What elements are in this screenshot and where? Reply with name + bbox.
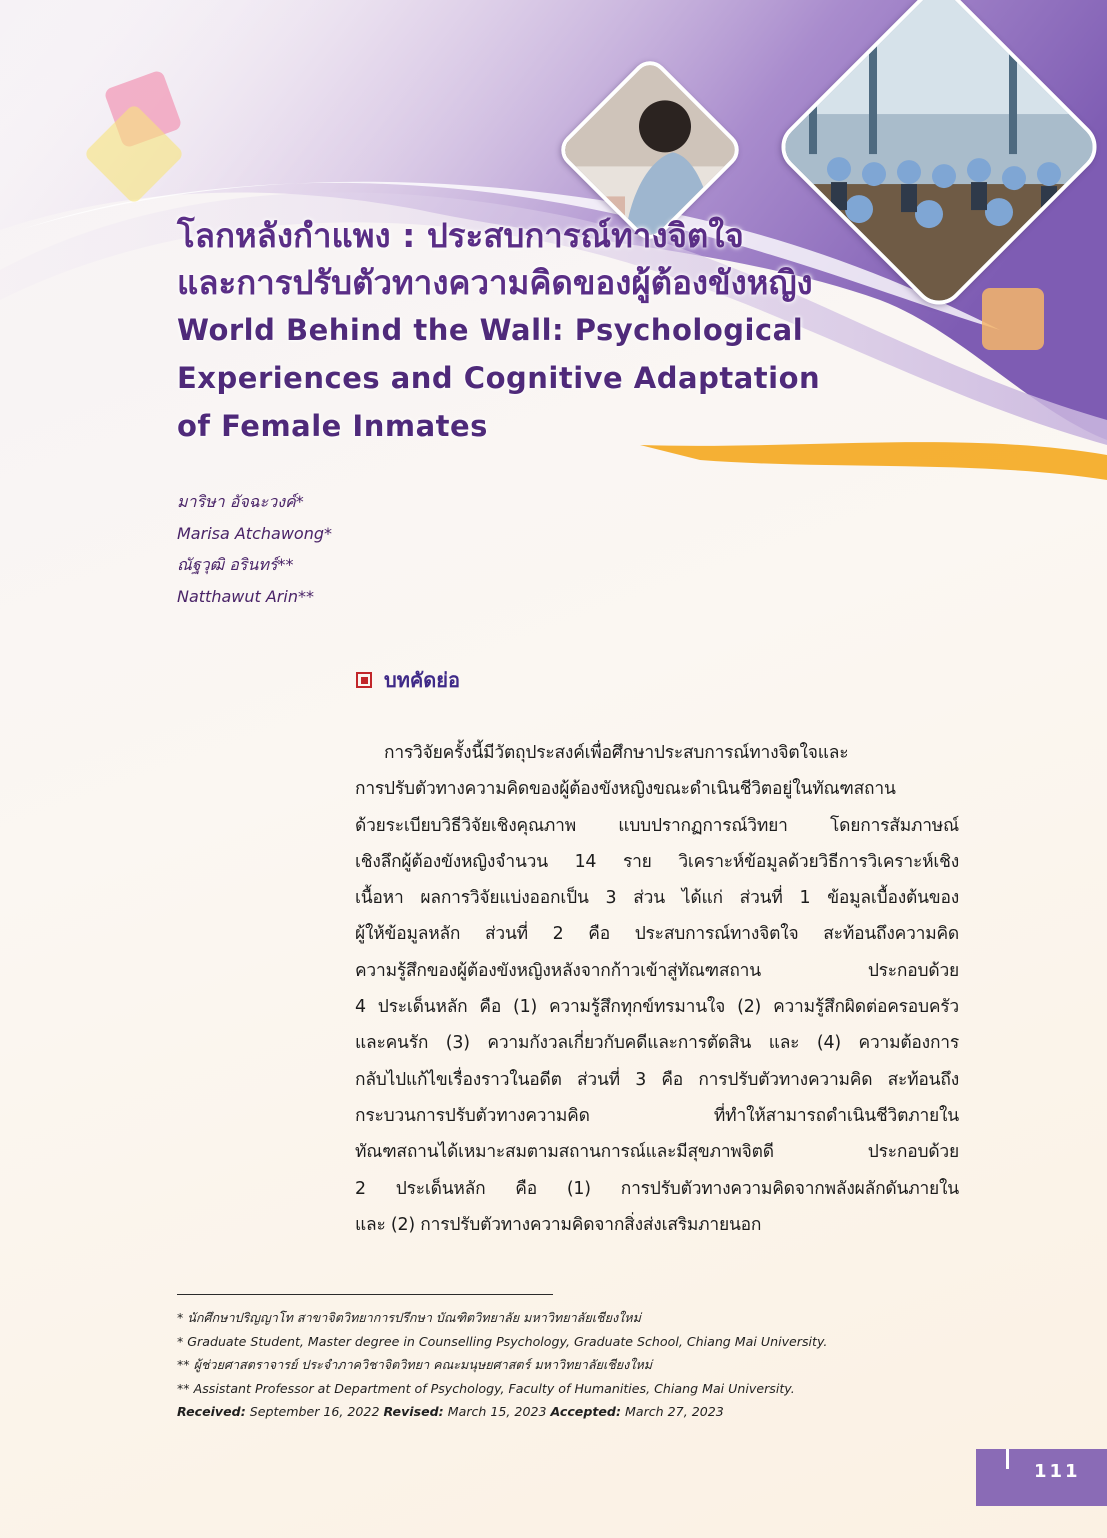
received-label: Received: (177, 1404, 246, 1419)
footnotes (177, 1306, 937, 1424)
footnote-line: * Graduate Student, Master degree in Counselling Psychology, Graduate School, Chiang Mai University. (177, 1333, 828, 1349)
author-2-english: Natthawut Arin** (177, 586, 314, 606)
abstract-line: และ (2) การปรับตัวทางความคิดจากสิ่งส่งเสริมภายนอก (355, 1214, 762, 1235)
abstract-line: 2 ประเด็นหลัก คือ (1) การปรับตัวทางความคิดจากพลังผลักดันภายใน (355, 1178, 959, 1199)
abstract-line: กลับไปแก้ไขเรื่องราวในอดีต ส่วนที่ 3 คือ การปรับตัวทางความคิด สะท้อนถึง (355, 1069, 959, 1090)
abstract-line: และคนรัก (3) ความกังวลเกี่ยวกับคดีและการตัดสิน และ (4) ความต้องการ (355, 1033, 959, 1054)
abstract-line: การปรับตัวทางความคิดของผู้ต้องขังหญิงขณะดำเนินชีวิตอยู่ในทัณฑสถาน (355, 779, 896, 800)
title-english-line-2: Experiences and Cognitive Adaptation (177, 361, 821, 395)
page-tab-divider (1006, 1449, 1009, 1469)
abstract-line: ด้วยระเบียบวิธีวิจัยเชิงคุณภาพ แบบปรากฏการณ์วิทยา โดยการสัมภาษณ์ (355, 815, 959, 836)
abstract-line: กระบวนการปรับตัวทางความคิด ที่ทำให้สามารถดำเนินชีวิตภายใน (355, 1105, 959, 1126)
title-english-line-1: World Behind the Wall: Psychological (177, 313, 804, 347)
page-number: 111 (1034, 1461, 1081, 1482)
orange-square (982, 288, 1044, 350)
abstract-line: ทัณฑสถานได้เหมาะสมตามสถานการณ์และมีสุขภาพจิตดี ประกอบด้วย (355, 1142, 959, 1163)
accepted-label: Accepted: (550, 1404, 621, 1419)
abstract-heading-label: บทคัดย่อ (384, 668, 460, 692)
title-english-line-3: of Female Inmates (177, 409, 488, 443)
abstract-body (355, 735, 959, 1243)
page-number-tab (976, 1449, 1107, 1506)
received-date: September 16, 2022 (249, 1404, 380, 1419)
footnote-divider (177, 1294, 553, 1295)
abstract-line: เนื้อหา ผลการวิจัยแบ่งออกเป็น 3 ส่วน ได้แก่ ส่วนที่ 1 ข้อมูลเบื้องต้นของ (355, 888, 959, 909)
abstract-line: เชิงลึกผู้ต้องขังหญิงจำนวน 14 ราย วิเคราะห์ข้อมูลด้วยวิธีการวิเคราะห์เชิง (355, 851, 959, 872)
square-bullet-icon (356, 672, 372, 688)
accepted-date: March 27, 2023 (625, 1404, 724, 1419)
abstract-heading (356, 664, 460, 696)
abstract-line: ผู้ให้ข้อมูลหลัก ส่วนที่ 2 คือ ประสบการณ์ทางจิตใจ สะท้อนถึงความคิด (355, 924, 959, 945)
author-1-thai: มาริษา อัจฉะวงค์* (177, 492, 304, 511)
abstract-line: 4 ประเด็นหลัก คือ (1) ความรู้สึกทุกข์ทรมานใจ (2) ความรู้สึกผิดต่อครอบครัว (355, 997, 959, 1018)
submission-dates (177, 1400, 937, 1424)
abstract-line: ความรู้สึกของผู้ต้องขังหญิงหลังจากก้าวเข้าสู่ทัณฑสถาน ประกอบด้วย (355, 960, 959, 981)
abstract-line: การวิจัยครั้งนี้มีวัตถุประสงค์เพื่อศึกษาประสบการณ์ทางจิตใจและ (384, 743, 849, 763)
author-1-english: Marisa Atchawong* (177, 523, 332, 543)
footnote-line: ** ผู้ช่วยศาสตราจารย์ ประจำภาควิชาจิตวิทยา คณะมนุษยศาสตร์ มหาวิทยาลัยเชียงใหม่ (177, 1357, 653, 1372)
author-list (177, 486, 332, 612)
revised-label: Revised: (383, 1404, 444, 1419)
title-thai-line-2: และการปรับตัวทางความคิดของผู้ต้องขังหญิง (177, 263, 813, 302)
article-title (177, 212, 917, 450)
footnote-line: * นักศึกษาปริญญาโท สาขาจิตวิทยาการปรึกษา บัณฑิตวิทยาลัย มหาวิทยาลัยเชียงใหม่ (177, 1310, 641, 1325)
revised-date: March 15, 2023 (447, 1404, 547, 1419)
title-thai-line-1: โลกหลังกำแพง : ประสบการณ์ทางจิตใจ (177, 216, 744, 255)
footnote-line: ** Assistant Professor at Department of Psychology, Faculty of Humanities, Chiang Mai University. (177, 1380, 795, 1396)
author-2-thai: ณัฐวุฒิ อรินทร์** (177, 555, 294, 574)
